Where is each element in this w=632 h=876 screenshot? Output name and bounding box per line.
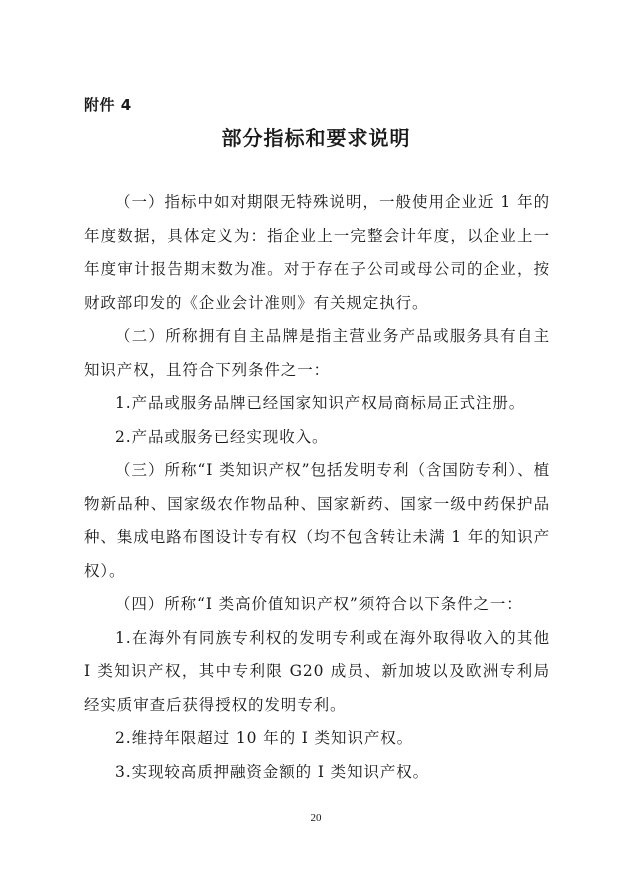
paragraph-2-item-2: 2.产品或服务已经实现收入。	[115, 427, 329, 446]
document-body	[84, 186, 550, 789]
paragraph-4-item-3: 3.实现较高质押融资金额的 I 类知识产权。	[115, 762, 430, 781]
paragraph-4-high-value-ip: （四）所称“I 类高价值知识产权”须符合以下条件之一：	[115, 595, 523, 613]
paragraph-2-brand: （二）所称拥有自主品牌是指主营业务产品或服务具有自主知识产权，且符合下列条件之一：	[84, 327, 550, 379]
paragraph-4-item-1: 1.在海外有同族专利权的发明专利或在海外取得收入的其他 I 类知识产权，其中专利限 G20 成员、新加坡以及欧洲专利局经实质审查后获得授权的发明专利。	[84, 628, 550, 714]
paragraph-3-ip-class-1: （三）所称“I 类知识产权”包括发明专利（含国防专利）、植物新品种、国家级农作物品种、国家新药、国家一级中药保护品种、集成电路布图设计专有权（均不包含转让未满 1 年的知识产权）。	[84, 461, 550, 580]
paragraph-2-item-1: 1.产品或服务品牌已经国家知识产权局商标局正式注册。	[115, 394, 526, 412]
attachment-label: 附件 4	[84, 96, 132, 114]
page-number: 20	[310, 812, 322, 824]
document-title: 部分指标和要求说明	[221, 126, 411, 150]
paragraph-1-definition: （一）指标中如对期限无特殊说明，一般使用企业近 1 年的年度数据，具体定义为：指企业上一完整会计年度，以企业上一年度审计报告期末数为准。对于存在子公司或母公司的企业，按财政部印发的《企业会计准则》有关规定执行。	[84, 193, 550, 312]
paragraph-4-item-2: 2.维持年限超过 10 年的 I 类知识产权。	[115, 729, 414, 747]
